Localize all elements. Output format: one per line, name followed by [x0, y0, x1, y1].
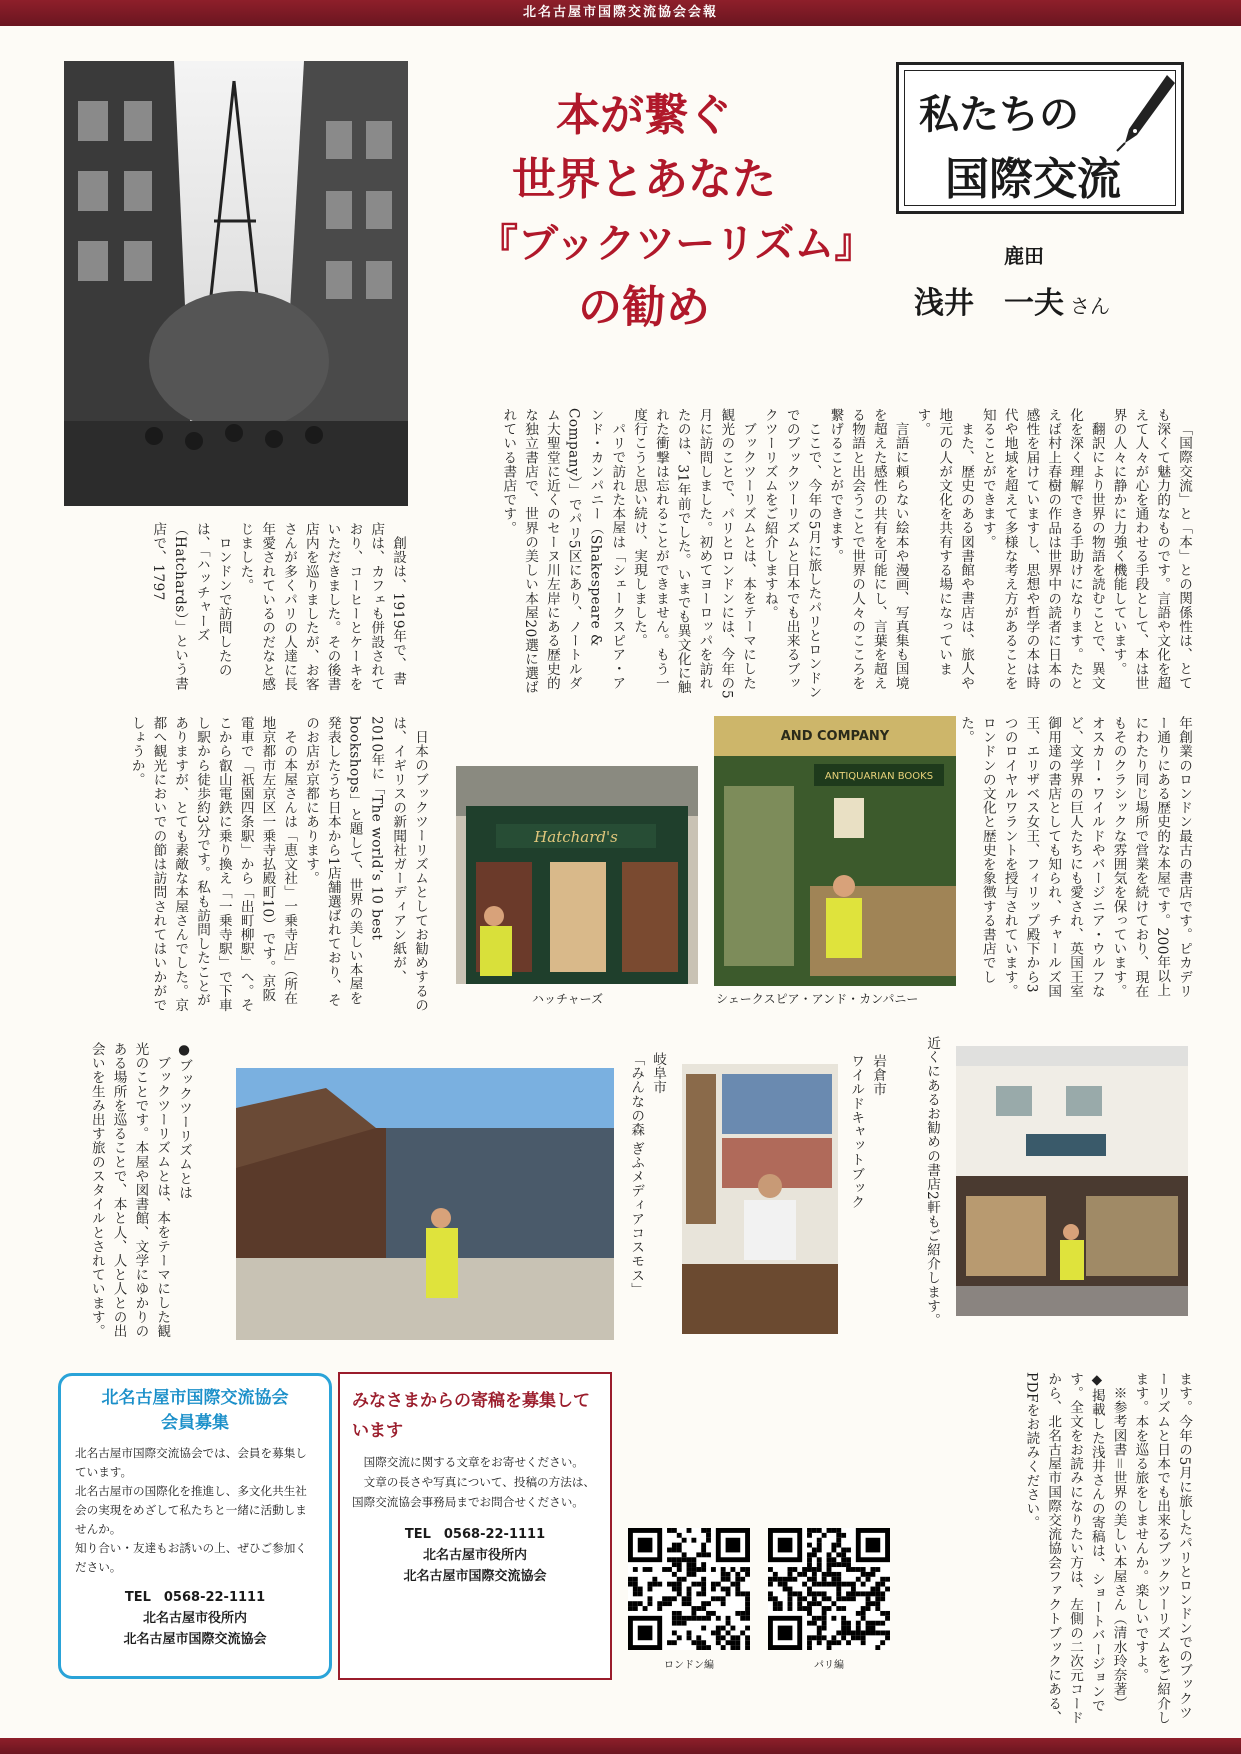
article-paragraph: 年創業のロンドン最古の書店です。ピカデリー通りにある歴史的な本屋です。200年以上にわたり同じ場所で営業を続けており、現在もそのクラシックな雰囲気を保っています。オスカー・ワイルドやバージニア・ウルフなど、文学界の巨人たちにも愛され、英国王室御用達の書店としても知られ、チャールズ国王、エリザベス女王、フィリップ殿下から3つのロイヤルワラントを授与されています。ロンドンの文化と歴史を象徴する書店でした。: [958, 716, 1192, 998]
store-iwakura-name: ワイルドキャットブック: [848, 1054, 865, 1210]
author-place: 鹿田: [1004, 244, 1044, 268]
author-name: [914, 278, 1110, 322]
member-box-title2: 会員募集: [161, 1413, 229, 1433]
article-paragraph: ●ブックツーリズムとは: [176, 1042, 192, 1200]
hatchards-sign: Hatchard's: [534, 828, 618, 846]
contrib-box-body: [340, 1446, 610, 1512]
member-box-addr1: 北名古屋市役所内: [142, 1611, 247, 1626]
article-paragraph: また、歴史のある図書館や書店は、旅人や地元の人が文化を共有する場になっています。: [914, 408, 975, 690]
store-gifu: [624, 1052, 668, 1332]
contrib-box-contact: [340, 1524, 610, 1587]
contribution-box: [338, 1372, 612, 1680]
article-paragraph: ここで、今年の5月に旅したパリとロンドンでのブックツーリズムと日本でも出来るブックツーリズムをご紹介しますね。: [761, 408, 822, 699]
article-column-5: [62, 1042, 194, 1342]
article-paragraph: 創設は、1919年で、書店は、カフェも併設されており、コーヒーとケーキをいただきました。その後書店内を巡りましたが、お客さんが多くパリの人達に長年愛されているのだなと感じました。: [237, 522, 406, 692]
shakespeare-sign-sub: ANTIQUARIAN BOOKS: [824, 771, 934, 782]
nearby-intro-text: 近くにあるお勧めの書店2軒もご紹介します。: [924, 1036, 940, 1328]
title-line: の勧め: [578, 282, 710, 333]
member-box-addr2: 北名古屋市国際交流協会: [123, 1632, 267, 1647]
series-title-line1: 私たちの: [919, 91, 1079, 138]
series-title-line2: 国際交流: [945, 154, 1121, 205]
store-iwakura: [844, 1054, 888, 1234]
qr-label-paris: パリ編: [814, 1660, 844, 1671]
author-honorific: さん: [1070, 294, 1110, 318]
article-column-2: [90, 522, 408, 694]
newsletter-name: 北名古屋市国際交流協会会報: [522, 5, 718, 20]
qr-label-london: ロンドン編: [664, 1660, 714, 1671]
article-column-4: [90, 716, 430, 1016]
member-box-paragraph: 知り合い・友達もお誘いの上、ぜひご参加ください。: [75, 1541, 307, 1574]
title-line: 世界とあなた: [512, 154, 776, 205]
article-paragraph: その本屋さんは「恵文社」一乗寺店」（所在地京都市左京区一乗寺払殿町10）です。京阪電車で「祇園四条駅」から「出町柳駅」へ。そこから叡山電鉄に乗り換え「一乗寺駅」で下車し駅から徒歩約3分です。私も訪問したことがありますが、とても素敵な本屋さんでした。京都へ観光においでの節は訪問されてはいかがでしょうか。: [128, 716, 298, 1013]
nearby-intro: [898, 1036, 942, 1336]
member-box-paragraph: 北名古屋市の国際化を推進し、多文化共生社会の実現をめざして私たちと一緒に活動しませんか。: [75, 1484, 307, 1536]
author-name-text: 浅井 一夫: [914, 286, 1064, 321]
title-line: 『ブックツーリズム』: [478, 220, 875, 267]
article-column-6: [886, 1372, 1194, 1732]
series-logo: [896, 62, 1184, 214]
article-paragraph: 日本のブックツーリズムとしてお勧めするのは、イギリスの新聞社ガーディアン紙が、2010年に「The world’s 10 best bookshops」と題して、世界の美しい本屋を発表したうち日本から1店舗選ばれており、そのお店が京都にあります。: [303, 716, 428, 1012]
article-paragraph: ブックツーリズムとは、本をテーマにした観光のことで、パリとロンドンには、今年の5月に訪問しました。初めてヨーロッパを訪れたのは、31年前でした。いまでも異文化に触れた衝撃は忘れることができません。もう一度行こうと思い続け、実現しました。: [631, 408, 757, 700]
hatchards-caption: ハッチャーズ: [532, 992, 604, 1006]
contrib-box-paragraph: 国際交流に関する文章をお寄せください。: [363, 1455, 584, 1469]
article-paragraph: ロンドンで訪問したのは、「ハッチャーズ（Hatchards）」という書店で、1797: [150, 522, 232, 691]
contrib-box-tel: TEL 0568-22-1111: [404, 1527, 546, 1542]
qr-code-paris[interactable]: [768, 1528, 890, 1650]
title-line: 本が繋ぐ: [556, 90, 732, 141]
eiffel-tower-photo: [64, 61, 408, 506]
article-paragraph: 翻訳により世界の物語を読むことで、異文化を深く理解できる手助けになります。たとえば村上春樹の作品は世界中の読者に日本の感性を届けていますし、思想や哲学の本は時代や地域を超えて多様な考え方があることを知ることができます。: [979, 408, 1105, 690]
newsletter-header-bar: [0, 0, 1241, 26]
fountain-pen-icon: [1115, 73, 1177, 153]
article-paragraph: ※参考図書＝世界の美しい本屋さん（清水玲奈著）: [1110, 1385, 1127, 1710]
store-gifu-city: 岐阜市: [650, 1052, 666, 1095]
bookstore-facade-photo: [956, 1046, 1188, 1316]
member-box-title1: 北名古屋市国際交流協会: [101, 1388, 289, 1408]
shakespeare-sign-top: AND COMPANY: [780, 729, 890, 744]
article-paragraph: 「国際交流」と「本」との関係性は、とても深くて魅力的なものです。言語や文化を超えて人々が心を通わせる手段として、本は世界の人々に静かに力強く機能しています。: [1110, 408, 1192, 690]
member-recruitment-box: [58, 1373, 332, 1679]
shakespeare-company-photo: [714, 716, 956, 986]
article-paragraph: ◆掲載した浅井さんの寄稿は、ショートバージョンです。全文をお読みになりたい方は、左側の二次元コードから、北名古屋市国際交流協会ファクトブックにある、PDFをお読みください。: [1023, 1372, 1105, 1725]
contrib-box-addr1: 北名古屋市役所内: [422, 1548, 527, 1563]
member-box-paragraph: 北名古屋市国際交流協会では、会員を募集しています。: [75, 1446, 307, 1479]
article-column-3: [940, 716, 1194, 1006]
member-box-title: [61, 1386, 329, 1436]
member-box-body: [61, 1436, 329, 1577]
contrib-box-title: みなさまからの寄稿を募集しています: [352, 1391, 590, 1441]
footer-bar: [0, 1738, 1241, 1754]
qr-code-london[interactable]: [628, 1528, 750, 1650]
article-column-1: [418, 408, 1194, 702]
article-paragraph: ます。今年の5月に旅したパリとロンドンでのブックツーリズムと日本でも出来るブックツーリズムをご紹介します。本を巡る旅をしませんか。楽しいですよ。: [1132, 1372, 1192, 1725]
article-title: [478, 84, 875, 340]
wildcat-book-photo: [682, 1064, 838, 1334]
contrib-box-addr2: 北名古屋市国際交流協会: [403, 1569, 547, 1584]
hatchards-photo: [456, 766, 698, 984]
article-paragraph: 言語に頼らない絵本や漫画、写真集も国境を超えた感性の共有を可能にし、言葉を超える物語と出会うことで世界の人々のこころを繋げることができます。: [827, 408, 909, 690]
member-box-contact: [61, 1587, 329, 1650]
store-iwakura-city: 岩倉市: [870, 1054, 886, 1097]
contrib-box-paragraph: 文章の長さや写真について、投稿の方法は、国際交流協会事務局までお問合せください。: [352, 1475, 596, 1509]
shakespeare-caption: シェークスピア・アンド・カンパニー: [716, 992, 919, 1006]
media-cosmos-photo: [236, 1068, 614, 1340]
store-gifu-name: 「みんなの森 ぎふメディアコスモス」: [628, 1052, 645, 1297]
member-box-tel: TEL 0568-22-1111: [124, 1590, 266, 1605]
article-paragraph: パリで訪れた本屋は「シェークスピア・アンド・カンパニー（Shakespeare & Company）」でパリ5区にあり、ノートルダム大聖堂に近くのセーヌ川左岸にある歴史的な独立書店で、世界の美しい本屋20選に選ばれている書店です。: [500, 408, 626, 695]
article-paragraph: ブックツーリズムとは、本をテーマにした観光のことです。本屋や図書館、文学にゆかりのある場所を巡ることで、本と人、人と人との出会いを生み出す旅のスタイルとされています。: [88, 1042, 171, 1339]
